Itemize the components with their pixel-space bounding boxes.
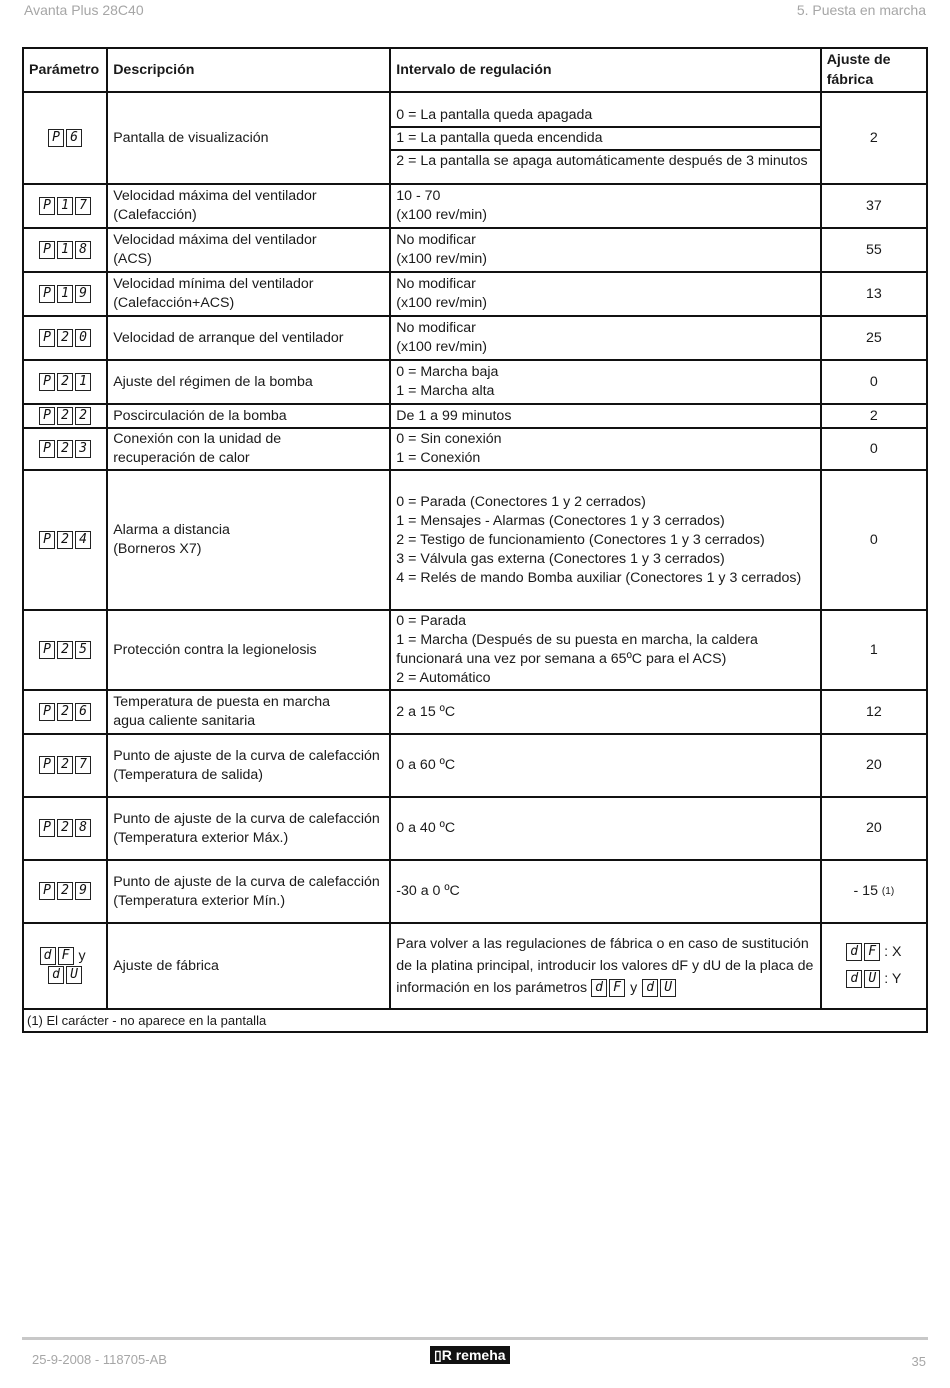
param-range: 0 a 60 ºC xyxy=(390,734,820,797)
lcd-digit: 2 xyxy=(57,531,73,549)
factory-value-text: 37 xyxy=(865,197,882,214)
param-code-cell xyxy=(23,734,107,797)
lcd-digit: 9 xyxy=(75,285,91,303)
param-description: Velocidad máxima del ventilador (ACS) xyxy=(107,228,390,272)
param-range: -30 a 0 ºC xyxy=(390,860,820,923)
param-range: 0 a 40 ºC xyxy=(390,797,820,860)
lcd-digit: 4 xyxy=(75,531,91,549)
table-footnote-row xyxy=(23,1009,927,1032)
col-header-range: Intervalo de regulación xyxy=(390,48,820,92)
param-range: No modificar (x100 rev/min) xyxy=(390,316,820,360)
param-code-display xyxy=(39,882,91,900)
lcd-digit: d xyxy=(846,943,862,961)
param-factory-value xyxy=(821,316,927,360)
factory-value-text: 55 xyxy=(865,241,882,258)
param-code-cell xyxy=(23,610,107,690)
lcd-digit: 0 xyxy=(75,329,91,347)
logo-mark-icon: ▯R xyxy=(434,1347,452,1363)
lcd-digit: P xyxy=(39,819,55,837)
lcd-digit: F xyxy=(609,979,625,997)
param-code-cell xyxy=(23,404,107,428)
param-code-display xyxy=(39,703,91,721)
table-row xyxy=(23,184,927,228)
param-code-display xyxy=(846,970,880,988)
param-code-display xyxy=(39,531,91,549)
parameter-table xyxy=(22,47,928,1033)
param-description: Velocidad máxima del ventilador (Calefacción) xyxy=(107,184,390,228)
lcd-digit: 2 xyxy=(57,641,73,659)
lcd-digit: 2 xyxy=(57,756,73,774)
factory-value-line xyxy=(827,966,921,993)
lcd-digit: d xyxy=(40,947,56,965)
param-description: Velocidad de arranque del ventilador xyxy=(107,316,390,360)
lcd-digit: F xyxy=(864,943,880,961)
lcd-digit: d xyxy=(642,979,658,997)
lcd-digit: P xyxy=(39,703,55,721)
param-code-cell xyxy=(23,228,107,272)
lcd-digit: P xyxy=(39,285,55,303)
table-row xyxy=(23,316,927,360)
param-code-display xyxy=(39,407,91,425)
table-row xyxy=(23,228,927,272)
param-factory-value xyxy=(821,428,927,470)
param-description: Temperatura de puesta en marcha agua caliente sanitaria xyxy=(107,690,390,734)
param-code-display xyxy=(40,947,74,965)
param-code-display xyxy=(39,641,91,659)
lcd-digit: 7 xyxy=(75,756,91,774)
footnote-marker: (1) xyxy=(881,886,895,897)
param-description: Alarma a distancia (Borneros X7) xyxy=(107,470,390,610)
param-code-cell xyxy=(23,797,107,860)
param-description: Poscirculación de la bomba xyxy=(107,404,390,428)
param-code-cell xyxy=(23,184,107,228)
param-description: Conexión con la unidad de recuperación de calor xyxy=(107,428,390,470)
lcd-digit: 8 xyxy=(75,241,91,259)
table-row xyxy=(23,860,927,923)
param-code-cell xyxy=(23,470,107,610)
factory-value-text: - 15 xyxy=(853,883,878,899)
param-code-display xyxy=(642,979,676,997)
remeha-logo xyxy=(430,1346,510,1364)
factory-value-text: 13 xyxy=(865,285,882,302)
param-code-display xyxy=(39,819,91,837)
factory-value-text: 0 xyxy=(869,373,878,390)
param-range: No modificar (x100 rev/min) xyxy=(390,228,820,272)
footnote: (1) El carácter - no aparece en la pantalla xyxy=(23,1009,927,1032)
param-code-display xyxy=(39,329,91,347)
lcd-digit: P xyxy=(39,241,55,259)
param-factory-value xyxy=(821,734,927,797)
param-range: 0 = Sin conexión 1 = Conexión xyxy=(390,428,820,470)
lcd-digit: 8 xyxy=(75,819,91,837)
param-code-display xyxy=(48,966,82,984)
param-description: Punto de ajuste de la curva de calefacción (Temperatura exterior Mín.) xyxy=(107,860,390,923)
factory-value-text: 0 xyxy=(869,531,878,548)
lcd-digit: P xyxy=(39,531,55,549)
param-code-cell xyxy=(23,860,107,923)
param-code-display xyxy=(48,129,82,147)
lcd-digit: d xyxy=(48,966,64,984)
lcd-digit: 2 xyxy=(57,703,73,721)
param-description: Ajuste de fábrica xyxy=(107,923,390,1009)
param-description: Ajuste del régimen de la bomba xyxy=(107,360,390,404)
lcd-digit: 1 xyxy=(57,285,73,303)
table-row xyxy=(23,92,927,184)
lcd-digit: 1 xyxy=(57,241,73,259)
param-code-display xyxy=(846,943,880,961)
param-factory-value xyxy=(821,923,927,1009)
param-range: No modificar (x100 rev/min) xyxy=(390,272,820,316)
factory-value-y: : Y xyxy=(884,971,902,987)
lcd-digit: 2 xyxy=(57,407,73,425)
param-code-cell xyxy=(23,923,107,1009)
lcd-digit: 1 xyxy=(75,373,91,391)
lcd-digit: P xyxy=(39,373,55,391)
table-row xyxy=(23,610,927,690)
param-range-option: 0 = La pantalla queda apagada xyxy=(391,105,819,128)
param-range: De 1 a 99 minutos xyxy=(390,404,820,428)
param-range: 0 = Marcha baja 1 = Marcha alta xyxy=(390,360,820,404)
lcd-digit: P xyxy=(39,329,55,347)
factory-value-text: 2 xyxy=(869,129,878,146)
lcd-digit: U xyxy=(864,970,880,988)
param-code-display xyxy=(39,241,91,259)
lcd-digit: 3 xyxy=(75,440,91,458)
lcd-digit: d xyxy=(846,970,862,988)
param-code-cell xyxy=(23,690,107,734)
param-range: 2 a 15 ºC xyxy=(390,690,820,734)
lcd-digit: 2 xyxy=(75,407,91,425)
brand-name: remeha xyxy=(455,1347,506,1363)
lcd-digit: P xyxy=(48,129,64,147)
param-factory-value xyxy=(821,610,927,690)
param-code-display xyxy=(39,285,91,303)
param-code-display xyxy=(39,373,91,391)
factory-value-text: 12 xyxy=(865,703,882,720)
param-code-display xyxy=(39,440,91,458)
param-range: 0 = Parada (Conectores 1 y 2 cerrados) 1 = Mensajes - Alarmas (Conectores 1 y 3 cerrados) 2 = Testigo de funcionamiento (Conectores 1 y 3 cerrados) 3 = Válvula gas externa (Conectores 1 y 3 cerrados) 4 = Relés de mando Bomba auxiliar (Conectores 1 y 3 cerrados) xyxy=(390,470,820,610)
lcd-digit: 2 xyxy=(57,819,73,837)
lcd-digit: P xyxy=(39,197,55,215)
factory-value-text: 1 xyxy=(869,641,878,658)
lcd-digit: 5 xyxy=(75,641,91,659)
lcd-digit: P xyxy=(39,407,55,425)
table-body xyxy=(23,92,927,1032)
lcd-digit: 2 xyxy=(57,440,73,458)
table-header-row xyxy=(23,48,927,92)
lcd-digit: d xyxy=(591,979,607,997)
factory-instructions: Para volver a las regulaciones de fábrica o en caso de sustitución de la platina principal, introducir los valores dF y dU de la placa de información en los parámetros xyxy=(396,936,814,996)
lcd-digit: 9 xyxy=(75,882,91,900)
factory-value-text: 20 xyxy=(865,757,882,773)
param-factory-value xyxy=(821,470,927,610)
col-header-parameter: Parámetro xyxy=(23,48,107,92)
param-range-option: 1 = La pantalla queda encendida xyxy=(391,128,819,151)
param-factory-value xyxy=(821,272,927,316)
param-code-cell xyxy=(23,316,107,360)
param-factory-value xyxy=(821,360,927,404)
table-row-factory xyxy=(23,923,927,1009)
code-join: y xyxy=(630,980,638,996)
param-description: Velocidad mínima del ventilador (Calefacción+ACS) xyxy=(107,272,390,316)
lcd-digit: P xyxy=(39,641,55,659)
param-code-cell xyxy=(23,360,107,404)
param-range: 10 - 70 (x100 rev/min) xyxy=(390,184,820,228)
lcd-digit: F xyxy=(58,947,74,965)
table-row xyxy=(23,428,927,470)
table-row xyxy=(23,404,927,428)
footer-divider xyxy=(22,1337,928,1340)
lcd-digit: 2 xyxy=(57,882,73,900)
factory-value-text: 20 xyxy=(865,820,882,836)
footer-date: 25-9-2008 - 118705-AB xyxy=(32,1352,167,1367)
table-row xyxy=(23,470,927,610)
lcd-digit: 2 xyxy=(57,329,73,347)
header-section: 5. Puesta en marcha xyxy=(796,2,926,18)
param-code-cell xyxy=(23,428,107,470)
param-description: Pantalla de visualización xyxy=(107,92,390,184)
table-row xyxy=(23,360,927,404)
param-code-cell xyxy=(23,272,107,316)
param-description: Protección contra la legionelosis xyxy=(107,610,390,690)
code-join: y xyxy=(78,948,86,964)
lcd-digit: 6 xyxy=(75,703,91,721)
lcd-digit: 7 xyxy=(75,197,91,215)
param-factory-value xyxy=(821,860,927,923)
table-row xyxy=(23,734,927,797)
lcd-digit: 1 xyxy=(57,197,73,215)
lcd-digit: P xyxy=(39,882,55,900)
param-factory-value xyxy=(821,404,927,428)
factory-value-text: 0 xyxy=(869,440,878,457)
factory-value-text: 25 xyxy=(865,329,882,346)
col-header-factory: Ajuste de fábrica xyxy=(821,48,927,92)
lcd-digit: P xyxy=(39,756,55,774)
param-factory-value xyxy=(821,92,927,184)
param-range-option: 2 = La pantalla se apaga automáticamente después de 3 minutos xyxy=(396,152,808,169)
factory-value-x: : X xyxy=(884,944,902,960)
table-row xyxy=(23,272,927,316)
param-code-display xyxy=(591,979,625,997)
header-title: Avanta Plus 28C40 xyxy=(24,2,144,18)
param-description: Punto de ajuste de la curva de calefacción (Temperatura de salida) xyxy=(107,734,390,797)
factory-value-line xyxy=(827,939,921,966)
lcd-digit: U xyxy=(660,979,676,997)
param-code-cell xyxy=(23,92,107,184)
param-description: Punto de ajuste de la curva de calefacción (Temperatura exterior Máx.) xyxy=(107,797,390,860)
lcd-digit: 6 xyxy=(66,129,82,147)
col-header-description: Descripción xyxy=(107,48,390,92)
param-factory-value xyxy=(821,184,927,228)
table-row xyxy=(23,690,927,734)
param-range-cell xyxy=(390,92,820,184)
param-factory-value xyxy=(821,797,927,860)
lcd-digit: U xyxy=(66,966,82,984)
param-code-display xyxy=(39,197,91,215)
page-number: 35 xyxy=(911,1354,926,1369)
param-range: 0 = Parada 1 = Marcha (Después de su puesta en marcha, la caldera funcionará una vez por semana a 65ºC para el ACS) 2 = Automático xyxy=(390,610,820,690)
param-factory-value xyxy=(821,690,927,734)
param-factory-value xyxy=(821,228,927,272)
param-code-display xyxy=(39,756,91,774)
lcd-digit: P xyxy=(39,440,55,458)
lcd-digit: 2 xyxy=(57,373,73,391)
param-range xyxy=(390,923,820,1009)
factory-value-text: 2 xyxy=(869,407,878,424)
table-row xyxy=(23,797,927,860)
